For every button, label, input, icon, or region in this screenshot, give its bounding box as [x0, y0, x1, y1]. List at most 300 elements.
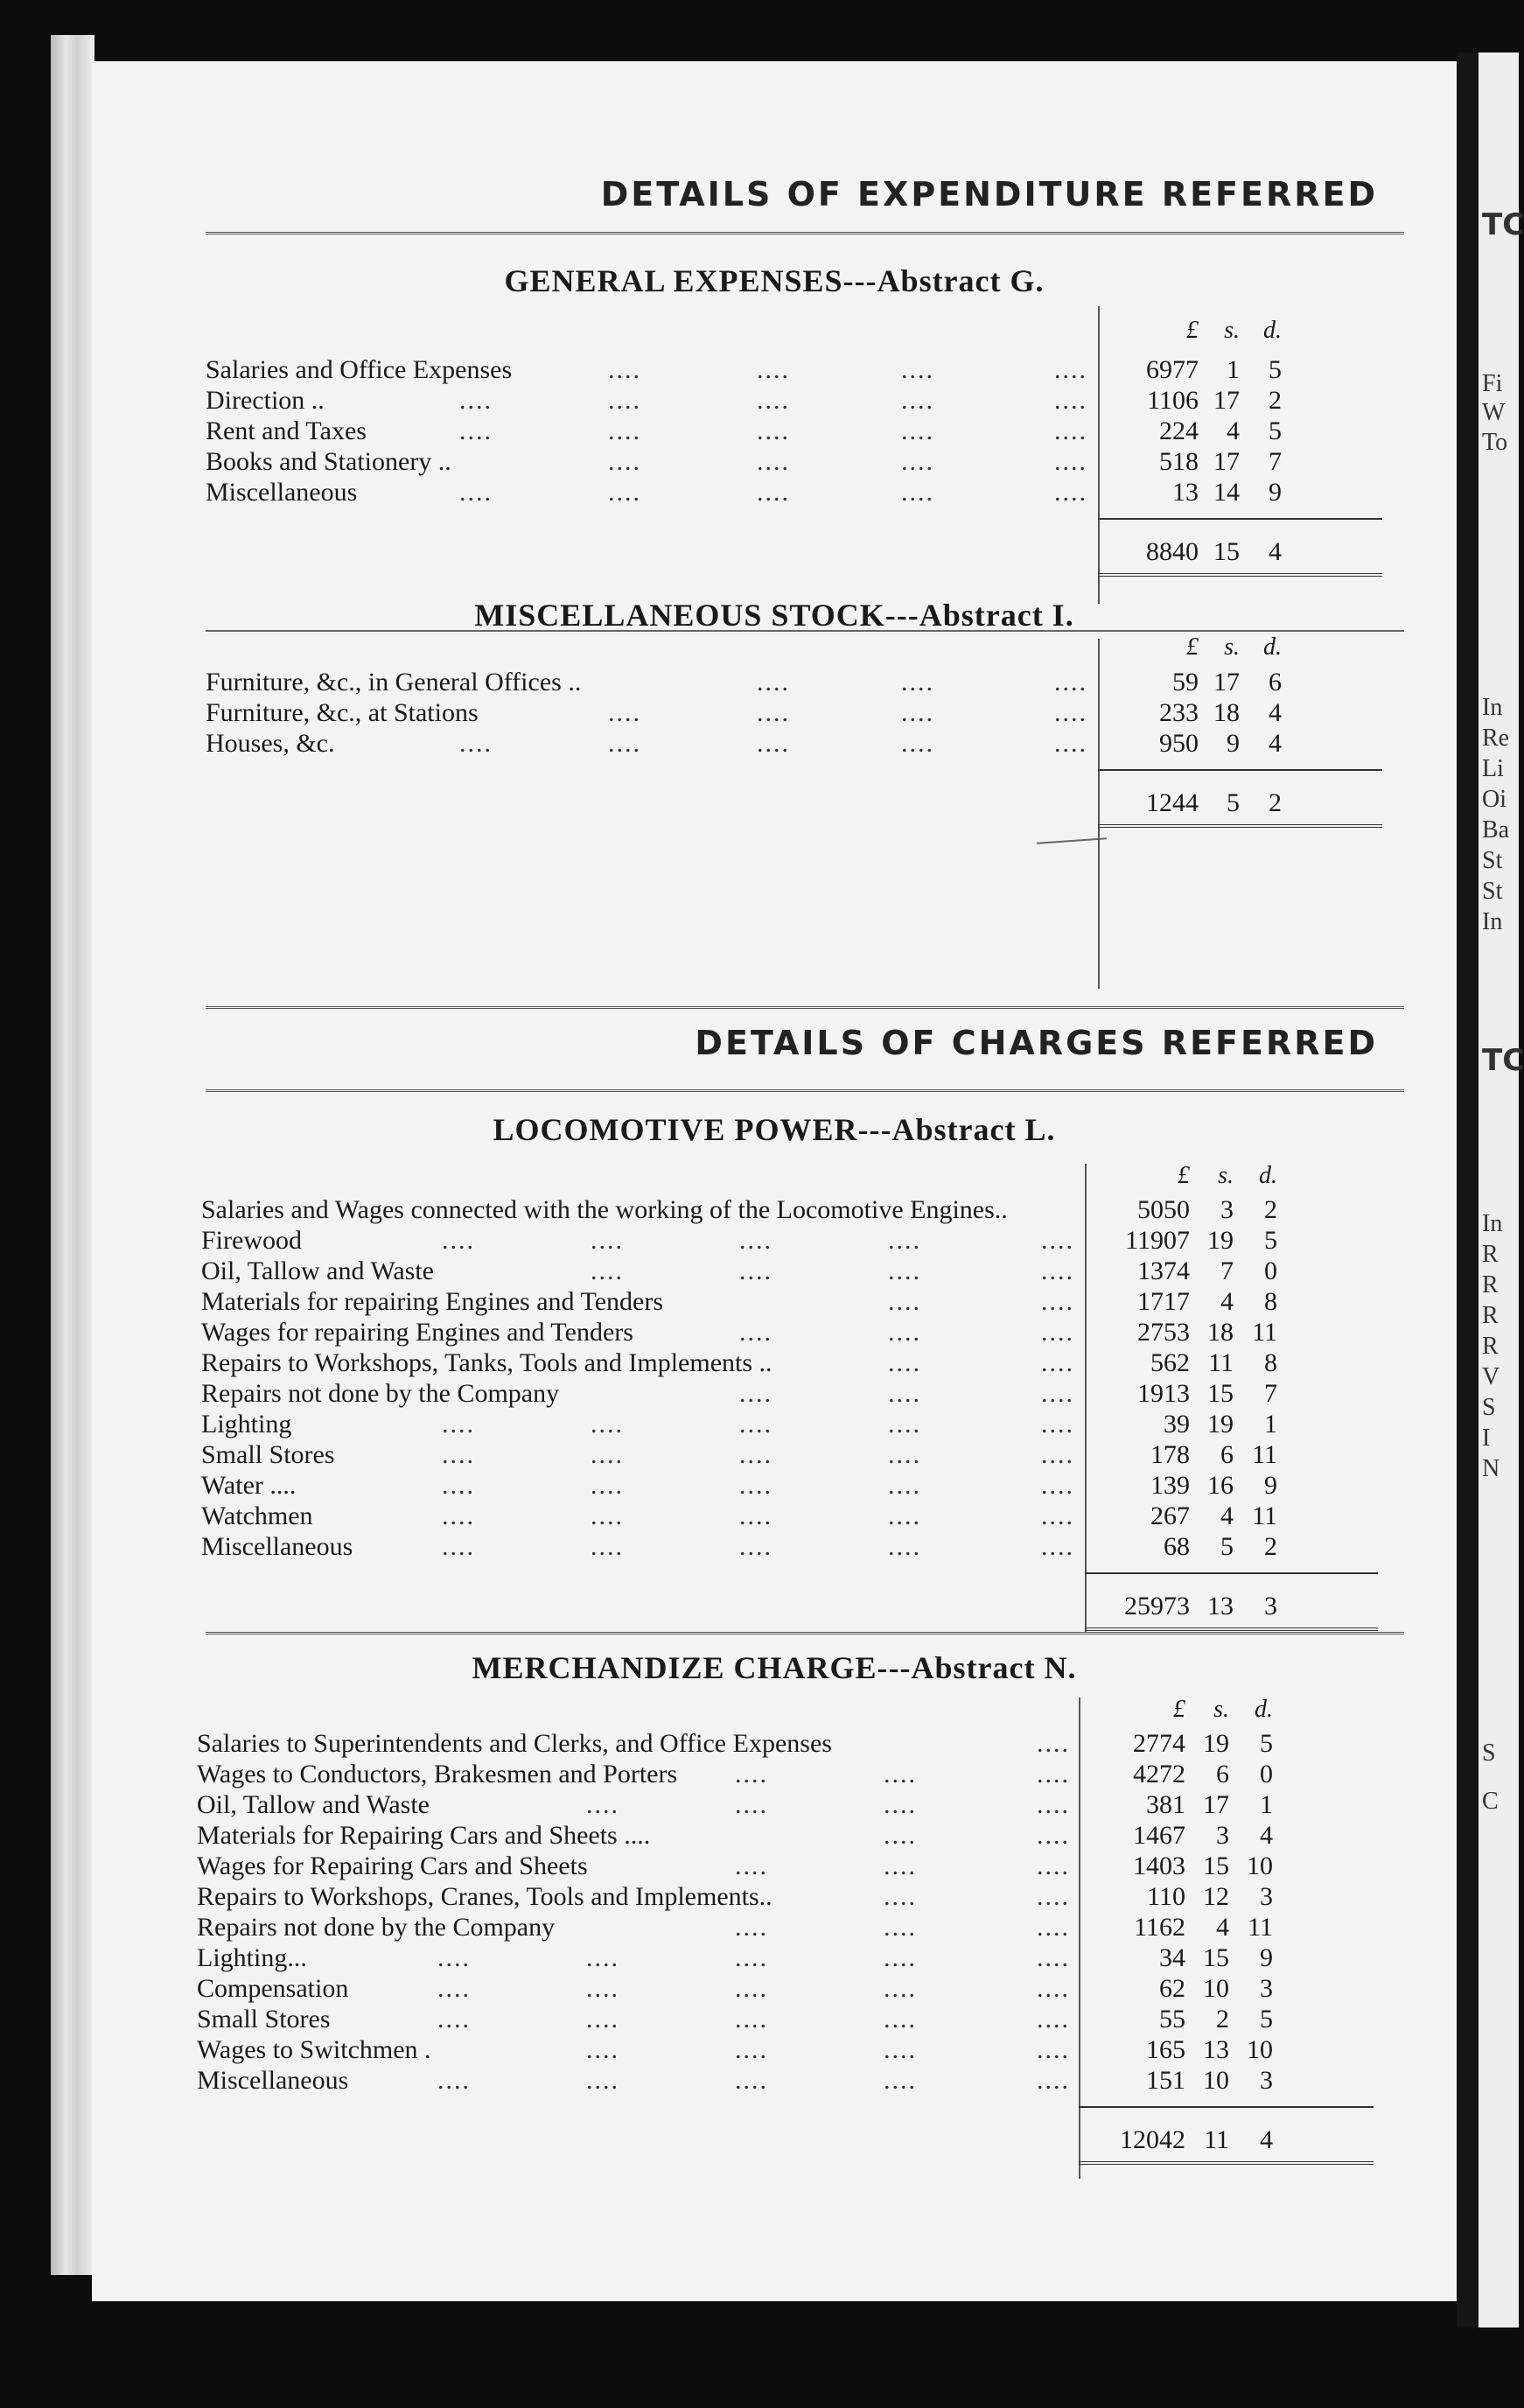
total-row — [92, 536, 1457, 567]
leader-dots: .... — [739, 1502, 772, 1530]
ledger-row — [92, 385, 1457, 416]
pence-value: 5 — [1260, 1729, 1273, 1758]
pounds-value: 13 — [1172, 478, 1199, 507]
leader-dots: .... — [888, 1502, 921, 1530]
facing-page-fragment: In — [1482, 694, 1503, 721]
facing-page-fragment: I — [1482, 1424, 1491, 1452]
shillings-value: 13 — [1203, 2035, 1229, 2064]
pence-value: 5 — [1260, 2005, 1273, 2034]
leader-dots: .... — [735, 2066, 768, 2095]
leader-dots: .... — [739, 1471, 772, 1500]
leader-dots: .... — [459, 478, 493, 507]
shillings-value: 15 — [1207, 1379, 1234, 1408]
row-label: Salaries and Wages connected with the working of the Locomotive Engines.. — [201, 1195, 1008, 1224]
shillings-header: s. — [1218, 1162, 1234, 1189]
leader-dots: .... — [608, 478, 641, 507]
facing-page-fragment: TC — [1482, 207, 1524, 242]
total-double-rule — [1079, 2161, 1374, 2165]
facing-page-fragment: In — [1482, 1210, 1503, 1237]
leader-dots: .... — [1054, 447, 1087, 476]
leader-dots: .... — [1037, 1882, 1070, 1911]
row-label: Materials for repairing Engines and Tenders — [201, 1287, 664, 1316]
pounds-header: £ — [1178, 1162, 1190, 1189]
section-rule — [206, 1006, 1404, 1009]
ledger-row — [92, 1820, 1457, 1851]
pounds-header: £ — [1186, 317, 1199, 344]
total-row — [92, 1591, 1457, 1621]
leader-dots: .... — [757, 355, 790, 384]
leader-dots: .... — [1037, 2005, 1070, 2034]
pence-header: d. — [1263, 634, 1282, 661]
pounds-value: 2774 — [1133, 1729, 1185, 1758]
shillings-value: 18 — [1213, 698, 1240, 727]
leader-dots: .... — [901, 668, 934, 696]
leader-dots: .... — [1054, 386, 1087, 415]
pounds-value: 1162 — [1134, 1913, 1185, 1942]
merchandize-charge-title: MERCHANDIZE CHARGE---Abstract N. — [472, 1650, 1077, 1685]
ledger-row — [92, 416, 1457, 446]
leader-dots: .... — [901, 416, 934, 445]
ledger-row — [92, 1378, 1457, 1409]
pence-value: 8 — [1264, 1287, 1277, 1316]
ledger-row — [92, 1912, 1457, 1942]
leader-dots: .... — [884, 1943, 917, 1972]
leader-dots: .... — [608, 698, 641, 727]
ledger-row — [92, 1470, 1457, 1501]
facing-page-fragment: R — [1482, 1241, 1499, 1268]
leader-dots: .... — [888, 1440, 921, 1469]
pence-value: 4 — [1269, 698, 1282, 727]
ledger-row — [92, 477, 1457, 508]
shillings-value: 11 — [1208, 1348, 1234, 1377]
pounds-header: £ — [1186, 634, 1199, 661]
ledger-page — [92, 61, 1457, 2301]
total-pounds: 1244 — [1146, 788, 1199, 817]
leader-dots: .... — [884, 2005, 917, 2034]
total-pounds: 25973 — [1124, 1592, 1190, 1620]
leader-dots: .... — [757, 386, 790, 415]
leader-dots: .... — [884, 1882, 917, 1911]
pence-header: d. — [1255, 1696, 1273, 1723]
ledger-row — [92, 1409, 1457, 1439]
leader-dots: .... — [608, 729, 641, 758]
pounds-value: 39 — [1164, 1410, 1190, 1438]
total-row — [92, 2124, 1457, 2155]
facing-page-fragment: To — [1482, 429, 1508, 456]
pence-value: 9 — [1269, 478, 1282, 507]
pounds-value: 11907 — [1125, 1226, 1190, 1255]
leader-dots: .... — [901, 698, 934, 727]
pence-value: 11 — [1248, 1913, 1273, 1942]
ink-mark — [1037, 837, 1107, 844]
shillings-value: 6 — [1216, 1760, 1229, 1788]
facing-page-fragment: S — [1482, 1740, 1496, 1767]
facing-page-fragment: C — [1482, 1788, 1499, 1815]
leader-dots: .... — [735, 1943, 768, 1972]
leader-dots: .... — [888, 1348, 921, 1377]
shillings-value: 1 — [1227, 355, 1240, 384]
pounds-value: 151 — [1146, 2066, 1185, 2095]
facing-page-fragment: Ba — [1482, 816, 1510, 844]
shillings-value: 7 — [1220, 1256, 1234, 1285]
ledger-row — [92, 728, 1457, 759]
pence-value: 5 — [1264, 1226, 1277, 1255]
facing-page — [1479, 52, 1524, 2328]
leader-dots: .... — [757, 478, 790, 507]
shillings-value: 17 — [1213, 386, 1240, 415]
shillings-value: 10 — [1203, 2066, 1229, 2095]
ledger-row — [92, 1531, 1457, 1562]
leader-dots: .... — [1054, 355, 1087, 384]
row-label: Lighting — [201, 1410, 292, 1438]
row-label: Watchmen — [201, 1502, 313, 1530]
shillings-header: s. — [1224, 317, 1240, 344]
row-label: Materials for Repairing Cars and Sheets .... — [197, 1821, 651, 1850]
total-pence: 4 — [1269, 537, 1282, 566]
leader-dots: .... — [739, 1318, 772, 1347]
total-pounds: 8840 — [1146, 537, 1199, 566]
leader-dots: .... — [888, 1287, 921, 1316]
leader-dots: .... — [1054, 416, 1087, 445]
pounds-value: 381 — [1146, 1790, 1185, 1819]
leader-dots: .... — [888, 1256, 921, 1285]
pence-value: 4 — [1269, 729, 1282, 758]
pence-value: 10 — [1247, 1852, 1273, 1880]
shillings-value: 4 — [1220, 1287, 1234, 1316]
row-label: Repairs to Workshops, Tanks, Tools and Implements .. — [201, 1348, 772, 1377]
shillings-value: 18 — [1207, 1318, 1234, 1347]
leader-dots: .... — [757, 668, 790, 696]
row-label: Furniture, &c., at Stations — [206, 698, 479, 727]
ledger-row — [92, 697, 1457, 728]
pounds-value: 62 — [1159, 1974, 1185, 2003]
shillings-value: 3 — [1216, 1821, 1229, 1850]
leader-dots: .... — [1041, 1256, 1074, 1285]
ledger-row — [92, 1942, 1457, 1973]
leader-dots: .... — [437, 1974, 471, 2003]
pounds-value: 110 — [1147, 1882, 1185, 1911]
leader-dots: .... — [1054, 478, 1087, 507]
pounds-value: 518 — [1159, 447, 1199, 476]
leader-dots: .... — [1037, 1760, 1070, 1788]
pounds-value: 233 — [1159, 698, 1199, 727]
shillings-header: s. — [1213, 1696, 1229, 1723]
leader-dots: .... — [591, 1471, 624, 1500]
pounds-value: 224 — [1159, 416, 1199, 445]
row-label: Lighting... — [197, 1943, 307, 1972]
leader-dots: .... — [1041, 1318, 1074, 1347]
total-double-rule — [1085, 1628, 1378, 1631]
row-label: Repairs not done by the Company — [197, 1913, 556, 1942]
pounds-value: 267 — [1150, 1502, 1190, 1530]
leader-dots: .... — [437, 2005, 471, 2034]
pounds-value: 178 — [1150, 1440, 1190, 1469]
row-label: Wages to Conductors, Brakesmen and Porters — [197, 1760, 678, 1788]
total-shillings: 11 — [1204, 2125, 1229, 2154]
pounds-value: 1374 — [1137, 1256, 1190, 1285]
facing-page-fragment: R — [1482, 1333, 1499, 1360]
ledger-row — [92, 1851, 1457, 1881]
leader-dots: .... — [901, 478, 934, 507]
leader-dots: .... — [1041, 1410, 1074, 1438]
leader-dots: .... — [591, 1502, 624, 1530]
shillings-value: 4 — [1216, 1913, 1229, 1942]
pounds-value: 1467 — [1133, 1821, 1185, 1850]
shillings-value: 19 — [1207, 1410, 1234, 1438]
pounds-value: 1913 — [1137, 1379, 1190, 1408]
ledger-row — [92, 1501, 1457, 1531]
row-label: Repairs to Workshops, Cranes, Tools and Implements.. — [197, 1882, 772, 1911]
shillings-value: 6 — [1220, 1440, 1234, 1469]
pounds-value: 1403 — [1133, 1852, 1185, 1880]
row-label: Oil, Tallow and Waste — [201, 1256, 435, 1285]
facing-page-fragment: Re — [1482, 724, 1510, 752]
leader-dots: .... — [901, 447, 934, 476]
leader-dots: .... — [1037, 1852, 1070, 1880]
leader-dots: .... — [757, 729, 790, 758]
leader-dots: .... — [1041, 1348, 1074, 1377]
pence-value: 1 — [1260, 1790, 1273, 1819]
facing-page-fragment: St — [1482, 847, 1503, 874]
pence-value: 11 — [1252, 1440, 1277, 1469]
general-expenses-title: GENERAL EXPENSES---Abstract G. — [504, 263, 1045, 298]
leader-dots: .... — [739, 1226, 772, 1255]
ledger-row — [92, 1317, 1457, 1348]
leader-dots: .... — [735, 1974, 768, 2003]
ledger-row — [92, 1728, 1457, 1759]
pounds-value: 165 — [1146, 2035, 1185, 2064]
leader-dots: .... — [888, 1410, 921, 1438]
leader-dots: .... — [1037, 1821, 1070, 1850]
leader-dots: .... — [735, 1913, 768, 1942]
leader-dots: .... — [884, 2035, 917, 2064]
leader-dots: .... — [608, 355, 641, 384]
shillings-value: 4 — [1227, 416, 1240, 445]
ledger-row — [92, 1348, 1457, 1378]
row-label: Small Stores — [197, 2005, 331, 2034]
leader-dots: .... — [442, 1532, 475, 1561]
pounds-value: 950 — [1159, 729, 1199, 758]
pence-header: d. — [1259, 1162, 1277, 1189]
leader-dots: .... — [591, 1256, 624, 1285]
shillings-value: 19 — [1203, 1729, 1229, 1758]
shillings-value: 9 — [1227, 729, 1240, 758]
page-edge-left — [51, 35, 94, 2275]
ledger-row — [92, 1439, 1457, 1470]
total-pence: 2 — [1269, 788, 1282, 817]
facing-page-fragment: Li — [1482, 755, 1504, 782]
leader-dots: .... — [591, 1410, 624, 1438]
leader-dots: .... — [608, 447, 641, 476]
total-rule — [1079, 2106, 1374, 2108]
pence-value: 3 — [1260, 1882, 1273, 1911]
leader-dots: .... — [901, 729, 934, 758]
ledger-row — [92, 2004, 1457, 2034]
pence-value: 0 — [1264, 1256, 1277, 1285]
row-label: Miscellaneous — [197, 2066, 349, 2095]
row-label: Furniture, &c., in General Offices .. — [206, 668, 582, 696]
leader-dots: .... — [1041, 1532, 1074, 1561]
shillings-value: 15 — [1203, 1943, 1229, 1972]
leader-dots: .... — [735, 2005, 768, 2034]
pounds-value: 59 — [1172, 668, 1199, 696]
leader-dots: .... — [1037, 1943, 1070, 1972]
leader-dots: .... — [442, 1471, 475, 1500]
leader-dots: .... — [901, 355, 934, 384]
ledger-row — [92, 1881, 1457, 1912]
leader-dots: .... — [888, 1318, 921, 1347]
pounds-value: 34 — [1159, 1943, 1185, 1972]
pence-value: 9 — [1260, 1943, 1273, 1972]
ledger-row — [92, 446, 1457, 477]
ledger-row — [92, 1225, 1457, 1256]
row-label: Wages to Switchmen . — [197, 2035, 431, 2064]
ledger-row — [92, 667, 1457, 697]
leader-dots: .... — [884, 1974, 917, 2003]
facing-page-fragment: R — [1482, 1271, 1499, 1298]
shillings-value: 15 — [1203, 1852, 1229, 1880]
leader-dots: .... — [586, 2035, 619, 2064]
pence-value: 7 — [1264, 1379, 1277, 1408]
leader-dots: .... — [888, 1226, 921, 1255]
pence-value: 7 — [1269, 447, 1282, 476]
total-double-rule — [1098, 573, 1382, 577]
leader-dots: .... — [735, 1790, 768, 1819]
shillings-value: 3 — [1220, 1195, 1234, 1224]
facing-page-fragment: W — [1482, 399, 1506, 426]
shillings-value: 19 — [1207, 1226, 1234, 1255]
ledger-row — [92, 1194, 1457, 1225]
shillings-value: 14 — [1213, 478, 1240, 507]
leader-dots: .... — [591, 1532, 624, 1561]
pence-value: 10 — [1247, 2035, 1273, 2064]
leader-dots: .... — [884, 1821, 917, 1850]
pounds-value: 5050 — [1137, 1195, 1190, 1224]
row-label: Houses, &c. — [206, 729, 335, 758]
pence-value: 2 — [1269, 386, 1282, 415]
book-gutter — [1457, 52, 1479, 2328]
charges-heading: DETAILS OF CHARGES REFERRED — [695, 1024, 1378, 1062]
ledger-row — [92, 1256, 1457, 1286]
leader-dots: .... — [608, 386, 641, 415]
facing-page-fragment: N — [1482, 1455, 1500, 1482]
total-shillings: 15 — [1213, 537, 1240, 566]
heading-rule — [206, 1089, 1404, 1092]
leader-dots: .... — [1041, 1287, 1074, 1316]
leader-dots: .... — [1041, 1471, 1074, 1500]
leader-dots: .... — [1054, 668, 1087, 696]
leader-dots: .... — [1054, 698, 1087, 727]
pounds-value: 2753 — [1137, 1318, 1190, 1347]
row-label: Books and Stationery .. — [206, 447, 451, 476]
shillings-value: 17 — [1203, 1790, 1229, 1819]
leader-dots: .... — [459, 416, 493, 445]
facing-page-fragment: S — [1482, 1394, 1496, 1421]
row-label: Repairs not done by the Company — [201, 1379, 560, 1408]
total-pence: 3 — [1264, 1592, 1277, 1620]
expenditure-heading: DETAILS OF EXPENDITURE REFERRED — [600, 175, 1378, 214]
leader-dots: .... — [901, 386, 934, 415]
leader-dots: .... — [1041, 1502, 1074, 1530]
leader-dots: .... — [459, 729, 493, 758]
leader-dots: .... — [735, 1760, 768, 1788]
pounds-value: 139 — [1150, 1471, 1190, 1500]
shillings-value: 10 — [1203, 1974, 1229, 2003]
total-rule — [1085, 1572, 1378, 1574]
shillings-value: 5 — [1220, 1532, 1234, 1561]
row-label: Direction .. — [206, 386, 325, 415]
facing-page-fragment: Oi — [1482, 786, 1507, 813]
row-label: Compensation — [197, 1974, 349, 2003]
leader-dots: .... — [1037, 1729, 1070, 1758]
leader-dots: .... — [1037, 1913, 1070, 1942]
misc-stock-title: MISCELLANEOUS STOCK---Abstract I. — [474, 598, 1074, 633]
ledger-row — [92, 2065, 1457, 2096]
row-label: Small Stores — [201, 1440, 335, 1469]
ledger-row — [92, 1759, 1457, 1789]
pence-value: 4 — [1260, 1821, 1273, 1850]
section-rule — [206, 1632, 1404, 1634]
leader-dots: .... — [884, 1790, 917, 1819]
shillings-value: 16 — [1207, 1471, 1234, 1500]
pence-value: 11 — [1252, 1502, 1277, 1530]
row-label: Firewood — [201, 1226, 302, 1255]
pence-header: d. — [1263, 317, 1282, 344]
leader-dots: .... — [739, 1410, 772, 1438]
pounds-value: 55 — [1159, 2005, 1185, 2034]
leader-dots: .... — [442, 1440, 475, 1469]
shillings-header: s. — [1224, 634, 1240, 661]
leader-dots: .... — [442, 1226, 475, 1255]
leader-dots: .... — [757, 698, 790, 727]
ledger-row — [92, 1286, 1457, 1317]
leader-dots: .... — [739, 1440, 772, 1469]
leader-dots: .... — [1037, 2035, 1070, 2064]
pounds-value: 1717 — [1137, 1287, 1190, 1316]
row-label: Wages for Repairing Cars and Sheets — [197, 1852, 588, 1880]
leader-dots: .... — [586, 1974, 619, 2003]
pence-value: 8 — [1264, 1348, 1277, 1377]
leader-dots: .... — [442, 1502, 475, 1530]
shillings-value: 17 — [1213, 668, 1240, 696]
leader-dots: .... — [1037, 1790, 1070, 1819]
pence-value: 5 — [1269, 416, 1282, 445]
pence-value: 9 — [1264, 1471, 1277, 1500]
ledger-row — [92, 354, 1457, 385]
pence-value: 2 — [1264, 1532, 1277, 1561]
total-rule — [1098, 769, 1382, 771]
leader-dots: .... — [591, 1440, 624, 1469]
row-label: Miscellaneous — [201, 1532, 353, 1561]
leader-dots: .... — [586, 2005, 619, 2034]
leader-dots: .... — [888, 1471, 921, 1500]
pounds-value: 68 — [1164, 1532, 1190, 1561]
leader-dots: .... — [884, 2066, 917, 2095]
leader-dots: .... — [608, 416, 641, 445]
total-pence: 4 — [1260, 2125, 1273, 2154]
row-label: Wages for repairing Engines and Tenders — [201, 1318, 633, 1347]
leader-dots: .... — [1037, 2066, 1070, 2095]
pounds-header: £ — [1173, 1696, 1185, 1723]
leader-dots: .... — [586, 1790, 619, 1819]
leader-dots: .... — [586, 2066, 619, 2095]
leader-dots: .... — [739, 1379, 772, 1408]
leader-dots: .... — [735, 1852, 768, 1880]
facing-page-fragment: V — [1482, 1363, 1500, 1390]
pence-value: 3 — [1260, 1974, 1273, 2003]
facing-page-fragment: St — [1482, 878, 1503, 905]
leader-dots: .... — [735, 2035, 768, 2064]
